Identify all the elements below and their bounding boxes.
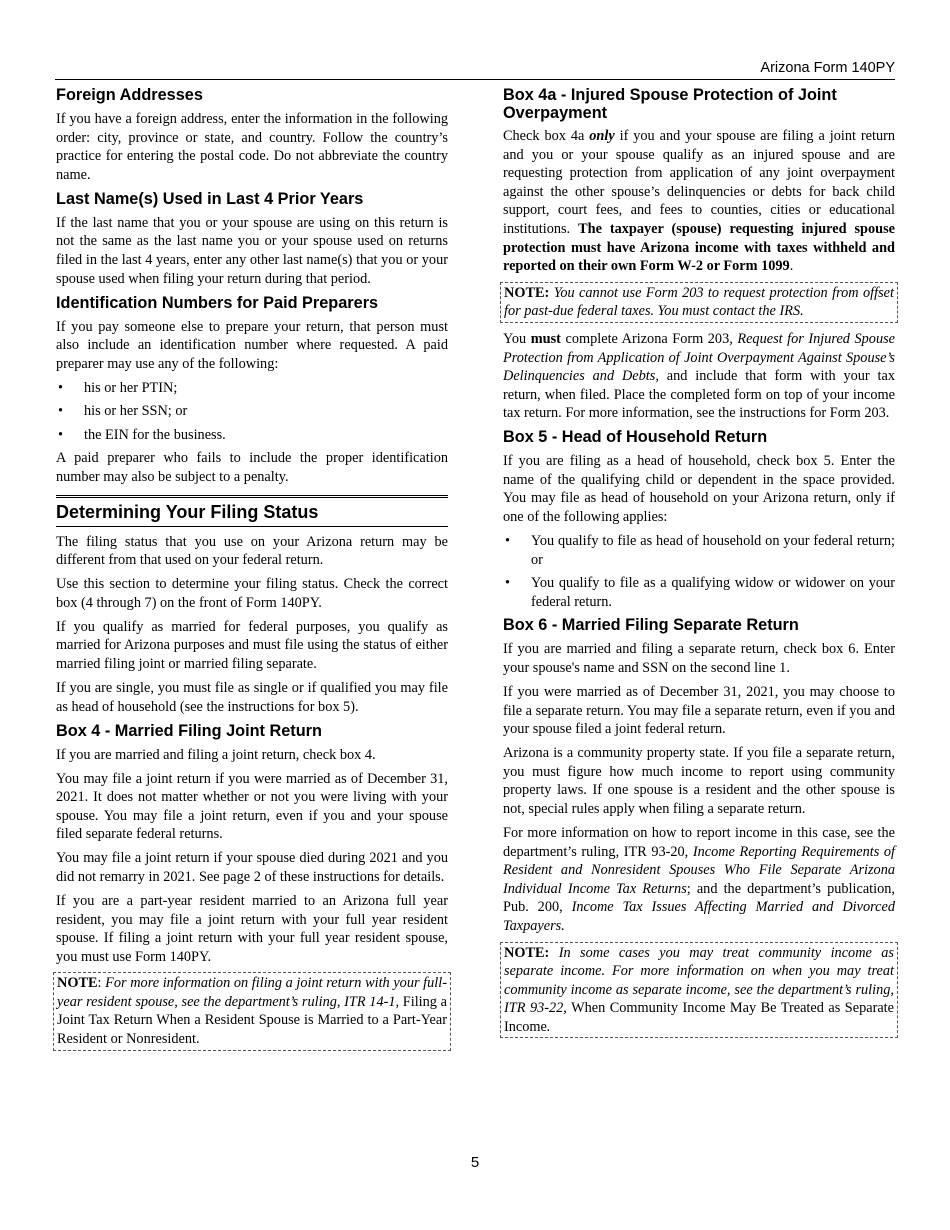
box5-heading: Box 5 - Head of Household Return (503, 428, 768, 447)
preparer-id-list (56, 379, 448, 445)
note-label: NOTE: (504, 944, 550, 961)
box4-p3: You may file a joint return if your spouse died during 2021 and you did not remarry in 2021. See page 2 of these instructions for details. (56, 850, 448, 885)
filing-status-p1: The filing status that you use on your Arizona return may be different from that used on your federal return. (56, 533, 448, 569)
box5-p1: If you are filing as a head of household, check box 5. Enter the name of the qualifying child or dependent in the space provided. You may file as head of household on your Arizona return, only if one of the following applies: (503, 453, 895, 526)
last-names-heading: Last Name(s) Used in Last 4 Prior Years (56, 189, 364, 208)
box4-p1: If you are married and filing a joint return, check box 4. (56, 746, 376, 763)
note-italic-text: In some cases you may treat community income as separate income. For more information on when you may treat community income as separate income, see the department’s ruling, ITR 93-22, (504, 944, 894, 1017)
paid-preparers-intro: If you pay someone else to prepare your return, that person must also include an identification number where requested. A paid preparer may use any of the following: (56, 318, 448, 372)
box4-heading: Box 4 - Married Filing Joint Return (56, 721, 322, 740)
filing-status-p4: If you are single, you must file as single or if qualified you may file as head of household (see the instructions for box 5). (56, 680, 448, 715)
box4a-note (500, 282, 898, 323)
note-label: NOTE (57, 975, 98, 992)
filing-status-p3: If you qualify as married for federal purposes, you qualify as married for Arizona purposes and must file using the status of either married filing joint or married filing separate. (56, 618, 448, 673)
text-run: if you and your spouse are filing a joint return and you or your spouse qualify as an injured spouse and are requesting protection from application of any joint overpayment against the other spouse’s delinquencies or debts for back child support, court fees, and fees to counties, cities or educational institutions. (503, 128, 896, 237)
last-names-text: If the last name that you or your spouse are using on this return is not the same as the last name you or your spouse used on returns filed in the last 4 years, enter any other last name(s) that you or your spouse used when filing your return during that period. (56, 214, 448, 287)
box4-p4: If you are a part-year resident married to an Arizona full year resident, you may file a joint return with your full year resident spouse. If filing a joint return with your full year resident spouse, you must use Form 140PY. (56, 892, 448, 965)
right-column (503, 86, 895, 1045)
itr-93-20-title: Income Reporting Requirements of Resident and Nonresident Spouses Who File Separate Arizona Individual Income Tax Returns (503, 843, 896, 897)
box4a-heading: Box 4a - Injured Spouse Protection of Joint Overpayment (503, 86, 837, 122)
page-number: 5 (470, 1154, 480, 1171)
box6-heading: Box 6 - Married Filing Separate Return (503, 616, 799, 635)
filing-status-p2: Use this section to determine your filing status. Check the correct box (4 through 7) on the front of Form 140PY. (56, 576, 448, 611)
text-run: . (789, 258, 794, 275)
list-item: • You qualify to file as head of household on your federal return; or (503, 532, 895, 569)
note-ruling-title: When Community Income May Be Treated as Separate Income (504, 1000, 894, 1035)
text-run: complete Arizona Form 203, (560, 330, 738, 347)
emphasis-must: must (530, 330, 561, 347)
box6-p4 (503, 824, 895, 936)
note-end: . (546, 1018, 551, 1035)
box5-list (503, 532, 895, 611)
emphasis-only: only (589, 128, 615, 144)
box6-p1: If you are married and filing a separate return, check box 6. Enter your spouse's name and SSN on the second line 1. (503, 641, 895, 677)
list-item: • his or her SSN; or (56, 402, 448, 421)
paid-preparers-heading: Identification Numbers for Paid Preparers (56, 293, 379, 312)
list-item: • his or her PTIN; (56, 379, 448, 398)
note-label: NOTE: (504, 284, 550, 301)
box6-p2: If you were married as of December 31, 2021, you may choose to file a separate return. You may file a separate return, even if you and your spouse filed a joint federal return. (503, 684, 895, 738)
list-item: • You qualify to file as a qualifying widow or widower on your federal return. (503, 574, 895, 611)
bold-requirement: The taxpayer (spouse) requesting injured spouse protection must have Arizona income with taxes withheld and reported on their own Form W-2 or Form 1099 (503, 220, 895, 275)
text-run: Check box 4a (503, 128, 590, 144)
box4-note (53, 972, 451, 1050)
list-item: • the EIN for the business. (56, 426, 448, 445)
box6-p3: Arizona is a community property state. If you file a separate return, you must figure how much income to report using community property laws. If one spouse is a resident and the other spouse is not, special rules apply when filing a separate return. (503, 745, 895, 817)
box4a-p2 (503, 330, 895, 423)
foreign-addresses-heading: Foreign Addresses (56, 86, 203, 104)
left-column (56, 86, 448, 1058)
text-run: For more information on how to report income in this case, see the department’s ruling, ITR 93-20, (503, 824, 895, 860)
note-colon: : (97, 975, 106, 992)
text-run: You (503, 330, 531, 347)
form-203-title: Request for Injured Spouse Protection from Application of Joint Overpayment Against Spouse’s Delinquencies and Debts, (503, 330, 895, 385)
box4a-p1 (503, 127, 895, 276)
filing-status-section-bar (56, 495, 448, 527)
form-name-header: Arizona Form 140PY (760, 60, 895, 76)
paid-preparers-penalty: A paid preparer who fails to include the proper identification number may also be subject to a penalty. (56, 450, 448, 486)
box4-p2: You may file a joint return if you were married as of December 31, 2021. It does not matter whether or not you were living with your spouse. You may file a joint return, even if you and your spouse filed separate federal returns. (56, 770, 448, 843)
note-italic-text: For more information on filing a joint return with your full-year resident spouse, see the department’s ruling, ITR 14-1, (57, 975, 447, 1010)
foreign-addresses-text: If you have a foreign address, enter the information in the following order: city, province or state, and country. Follow the country’s practice for entering the postal code. Do not abbreviate the country name. (56, 111, 448, 183)
note-ruling-title: Filing a Joint Tax Return When a Resident Spouse is Married to a Part-Year Resident or Nonresident. (57, 993, 447, 1048)
filing-status-heading: Determining Your Filing Status (56, 501, 319, 522)
header-rule (55, 79, 895, 80)
text-run: and include that form with your tax return, when filed. Place the completed form on top of your income tax return. For more information, see the instructions for Form 203. (503, 368, 895, 422)
box6-note (500, 942, 898, 1039)
text-run: ; and the department’s publication, Pub. 200, (503, 880, 895, 916)
note-italic-text: You cannot use Form 203 to request protection from offset for past-due federal taxes. You must contact the IRS. (504, 284, 894, 320)
pub-200-title: Income Tax Issues Affecting Married and Divorced Taxpayers. (503, 899, 895, 934)
